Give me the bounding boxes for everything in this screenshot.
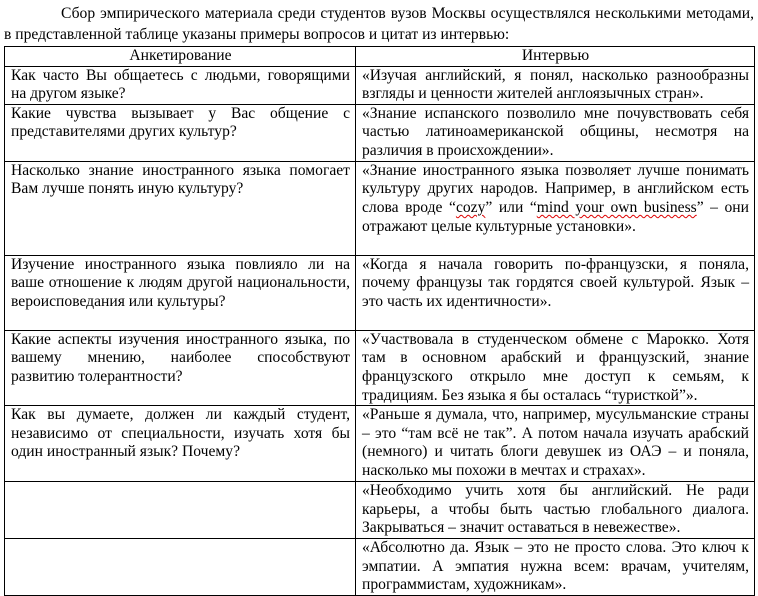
header-interview: Интервью — [356, 47, 755, 67]
table-row — [5, 539, 755, 596]
table-row — [5, 482, 755, 539]
interview-quote: «Необходимо учить хотя бы английский. Не ради карьеры, а чтобы быть частью глобального диалога. Закрываться – значит оставаться в невежестве». — [356, 482, 755, 539]
quote-text: ” или “ — [485, 198, 537, 216]
interview-quote: «Когда я начала говорить по-французски, я поняла, почему французы так гордятся своей культурой. Язык – это часть их идентичности». — [356, 255, 755, 330]
methods-table — [4, 46, 755, 596]
table-header-row — [5, 47, 755, 67]
table-row — [5, 255, 755, 330]
table-row — [5, 104, 755, 161]
survey-question-empty — [5, 482, 356, 539]
survey-question: Какие аспекты изучения иностранного языка, по вашему мнению, наиболее способствуют развитию толерантности? — [5, 330, 356, 405]
header-survey: Анкетирование — [5, 47, 356, 67]
interview-quote: «Изучая английский, я понял, насколько разнообразны взгляды и ценности жителей англоязычных стран». — [356, 66, 755, 104]
interview-quote — [356, 161, 755, 255]
interview-quote: «Абсолютно да. Язык – это не просто слова. Это ключ к эмпатии. А эмпатия нужна всем: врачам, учителям, программистам, художникам». — [356, 539, 755, 596]
survey-question: Насколько знание иностранного языка помогает Вам лучше понять иную культуру? — [5, 161, 356, 255]
table-row — [5, 406, 755, 482]
quote-text: ” – они отражают целые культурные установки». — [362, 198, 749, 235]
survey-question: Как часто Вы общаетесь с людьми, говорящими на другом языке? — [5, 66, 356, 104]
spellcheck-term: cozy — [455, 198, 486, 216]
quote-text: «Знание иностранного языка позволяет лучше понимать культуру других народов. Например, в английском есть слова вроде “ — [362, 161, 749, 216]
intro-paragraph: Сбор эмпирического материала среди студентов вузов Москвы осуществлялся несколькими методами, в представленной таблице указаны примеры вопросов и цитат из интервью: — [4, 5, 754, 43]
survey-question: Изучение иностранного языка повлияло ли на ваше отношение к людям другой национальности, вероисповедания или культуры? — [5, 255, 356, 330]
interview-quote: «Участвовала в студенческом обмене с Марокко. Хотя там в основном арабский и французский, знание французского открыло мне доступ к семьям, к традициям. Без языка я бы осталась “туристкой”». — [356, 330, 755, 405]
table-row — [5, 330, 755, 405]
survey-question: Какие чувства вызывает у Вас общение с представителями других культур? — [5, 104, 356, 161]
survey-question-empty — [5, 539, 356, 596]
interview-quote: «Раньше я думала, что, например, мусульманские страны – это “там всё не так”. А потом начала изучать арабский (немного) и читать блоги девушек из ОАЭ – и поняла, насколько мы похожи в мечтах и страхах». — [356, 406, 755, 482]
interview-quote: «Знание испанского позволило мне почувствовать себя частью латиноамериканской общины, несмотря на различия в происхождении». — [356, 104, 755, 161]
survey-question: Как вы думаете, должен ли каждый студент, независимо от специальности, изучать хотя бы один иностранный язык? Почему? — [5, 406, 356, 482]
table-row — [5, 161, 755, 255]
table-row — [5, 66, 755, 104]
spellcheck-term: mind your own business — [536, 198, 697, 216]
